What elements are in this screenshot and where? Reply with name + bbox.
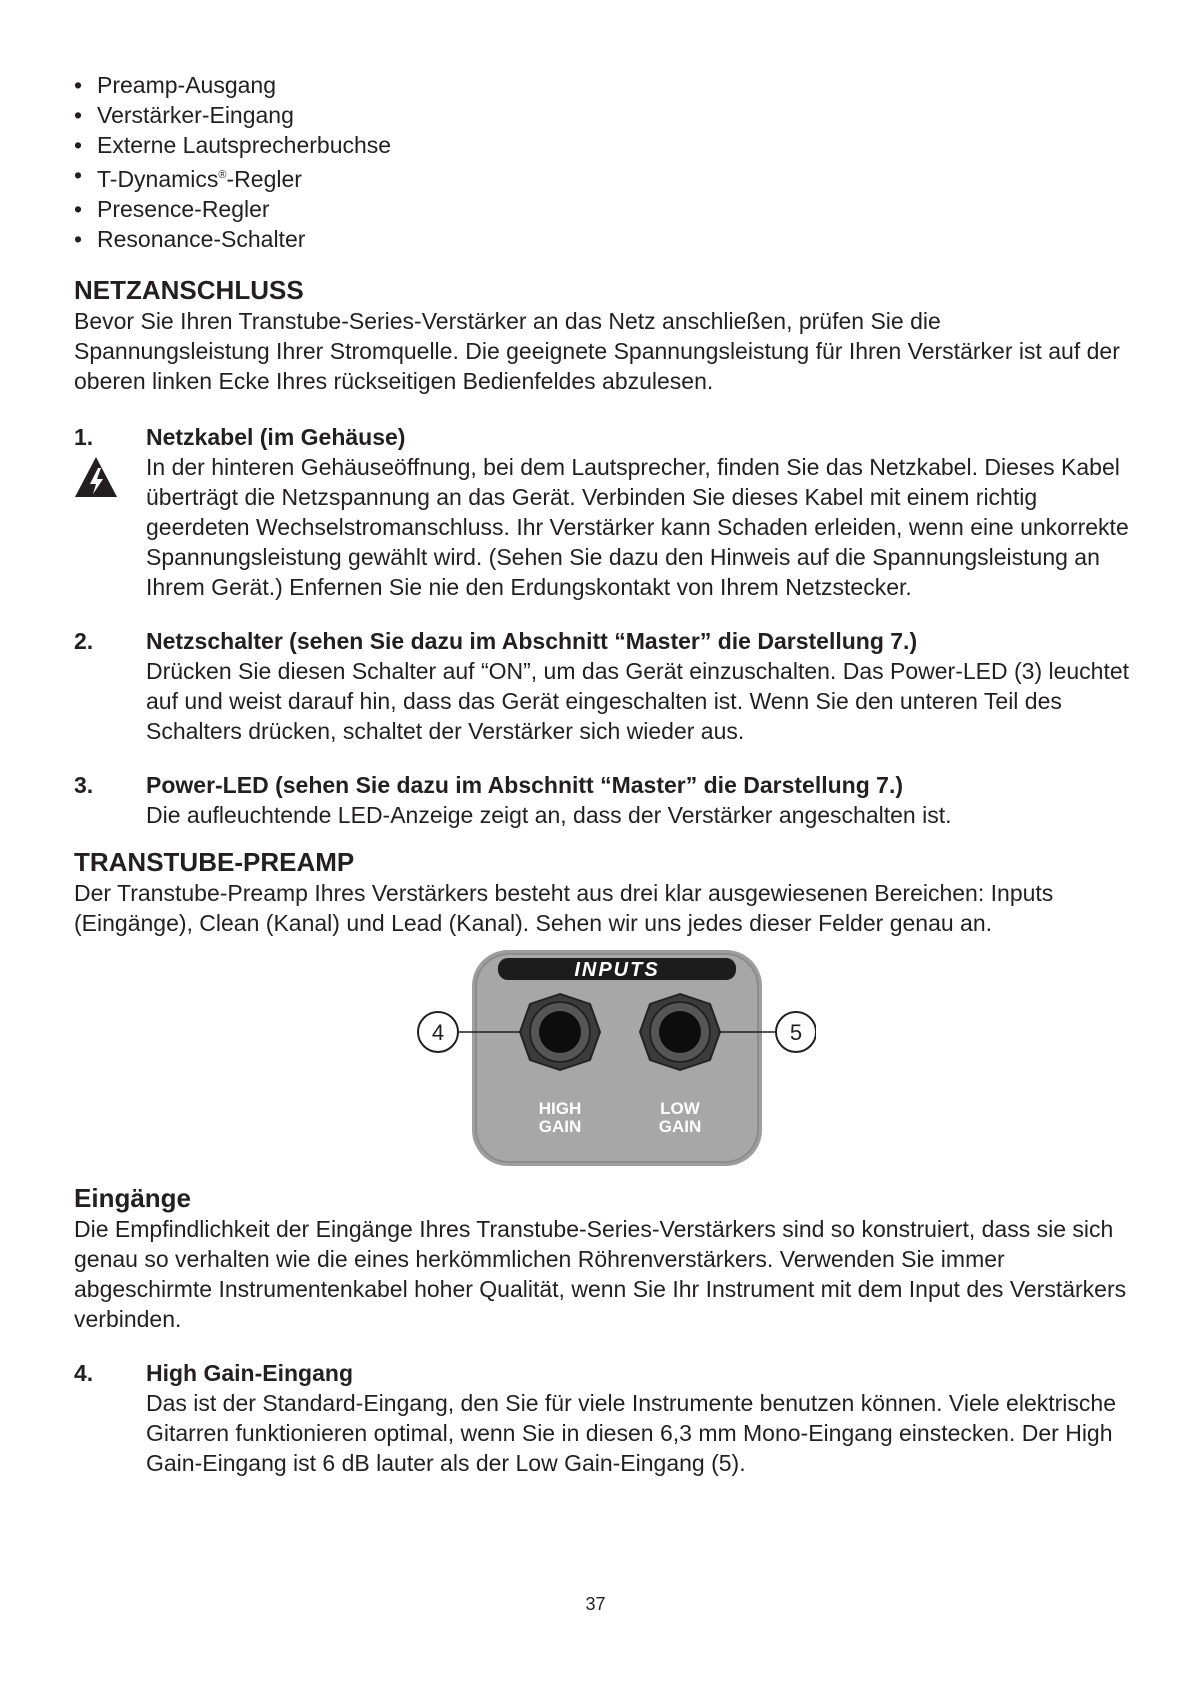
inputs-panel-figure	[416, 942, 816, 1172]
section-intro: Bevor Sie Ihren Transtube-Series-Verstärker an das Netz anschließen, prüfen Sie die Spannungsleistung Ihrer Stromquelle. Die geeignete Spannungsleistung für Ihren Verstärker ist auf der oberen linken Ecke Ihres rückseitigen Bedienfeldes abzulesen.	[74, 308, 1120, 394]
page-number: 37	[585, 1594, 606, 1614]
section-heading-netzanschluss: NETZANSCHLUSS	[74, 275, 304, 305]
item-title: High Gain-Eingang	[146, 1360, 353, 1386]
item-title: Netzkabel (im Gehäuse)	[146, 424, 406, 450]
item-number: 3.	[74, 772, 94, 798]
section-heading-eingaenge: Eingänge	[74, 1183, 192, 1213]
item-number: 1.	[74, 424, 94, 450]
numbered-item	[74, 770, 1134, 830]
feature-list	[74, 70, 1134, 254]
panel-title: INPUTS	[574, 959, 660, 981]
section-intro: Der Transtube-Preamp Ihres Verstärkers besteht aus drei klar ausgewiesenen Bereichen: Inputs (Eingänge), Clean (Kanal) und Lead (Kanal). Sehen wir uns jedes dieser Felder genau an.	[74, 880, 1054, 936]
list-item: • Preamp-Ausgang	[74, 70, 1134, 100]
callout-5: 5	[789, 1020, 803, 1045]
list-item: • Verstärker-Eingang	[74, 100, 1134, 130]
inputs-panel-illustration	[416, 942, 816, 1172]
item-text: Die aufleuchtende LED-Anzeige zeigt an, dass der Verstärker angeschalten ist.	[146, 802, 952, 828]
section-heading-transtube-preamp: TRANSTUBE-PREAMP	[74, 847, 355, 877]
item-number: 4.	[74, 1360, 94, 1386]
callout-4: 4	[431, 1020, 445, 1045]
label-low: LOW	[660, 1099, 700, 1118]
numbered-item	[74, 626, 1134, 746]
list-item-suffix: -Regler	[226, 166, 302, 192]
section-intro: Die Empfindlichkeit der Eingänge Ihres Transtube-Series-Verstärkers sind so konstruiert, dass sie sich genau so verhalten wie die eines herkömmlichen Röhrenverstärkers. Verwenden Sie immer abgeschirmte Instrumentenkabel hoher Qualität, wenn Sie Ihr Instrument mit dem Input des Verstärkers verbinden.	[74, 1216, 1127, 1332]
item-number: 2.	[74, 628, 94, 654]
item-text: In der hinteren Gehäuseöffnung, bei dem Lautsprecher, finden Sie das Netzkabel. Dieses Kabel überträgt die Netzspannung an das Gerät. Verbinden Sie dieses Kabel mit einem richtig geerdeten Wechselstromanschluss. Ihr Verstärker kann Schaden erleiden, wenn eine unkorrekte Spannungsleistung gewählt wird. (Sehen Sie dazu den Hinweis auf die Spannungsleistung an Ihrem Gerät.) Enfernen Sie nie den Erdungskontakt von Ihrem Netzstecker.	[146, 454, 1129, 600]
label-gain: GAIN	[658, 1117, 702, 1136]
item-title: Netzschalter (sehen Sie dazu im Abschnitt “Master” die Darstellung 7.)	[146, 628, 918, 654]
item-title: Power-LED (sehen Sie dazu im Abschnitt “Master” die Darstellung 7.)	[146, 772, 904, 798]
high-voltage-warning-icon	[74, 456, 118, 498]
numbered-item	[74, 422, 1134, 602]
list-item	[74, 160, 1134, 194]
registered-mark: ®	[218, 169, 227, 181]
label-high: HIGH	[538, 1099, 582, 1118]
item-text: Drücken Sie diesen Schalter auf “ON”, um das Gerät einzuschalten. Das Power-LED (3) leuchtet auf und weist darauf hin, dass das Gerät eingeschalten ist. Wenn Sie den unteren Teil des Schalters drücken, schaltet der Verstärker sich wieder aus.	[146, 658, 1130, 744]
numbered-item	[74, 1358, 1134, 1478]
page-content	[74, 70, 1134, 1478]
list-item-text: T-Dynamics	[97, 166, 219, 192]
list-item: • Externe Lautsprecherbuchse	[74, 130, 1134, 160]
item-text: Das ist der Standard-Eingang, den Sie für viele Instrumente benutzen können. Viele elektrische Gitarren funktionieren optimal, wenn Sie in diesen 6,3 mm Mono-Eingang einstecken. Der High Gain-Eingang ist 6 dB lauter als der Low Gain-Eingang (5).	[146, 1390, 1116, 1476]
label-gain: GAIN	[538, 1117, 582, 1136]
list-item: • Presence-Regler	[74, 194, 1134, 224]
list-item: • Resonance-Schalter	[74, 224, 1134, 254]
